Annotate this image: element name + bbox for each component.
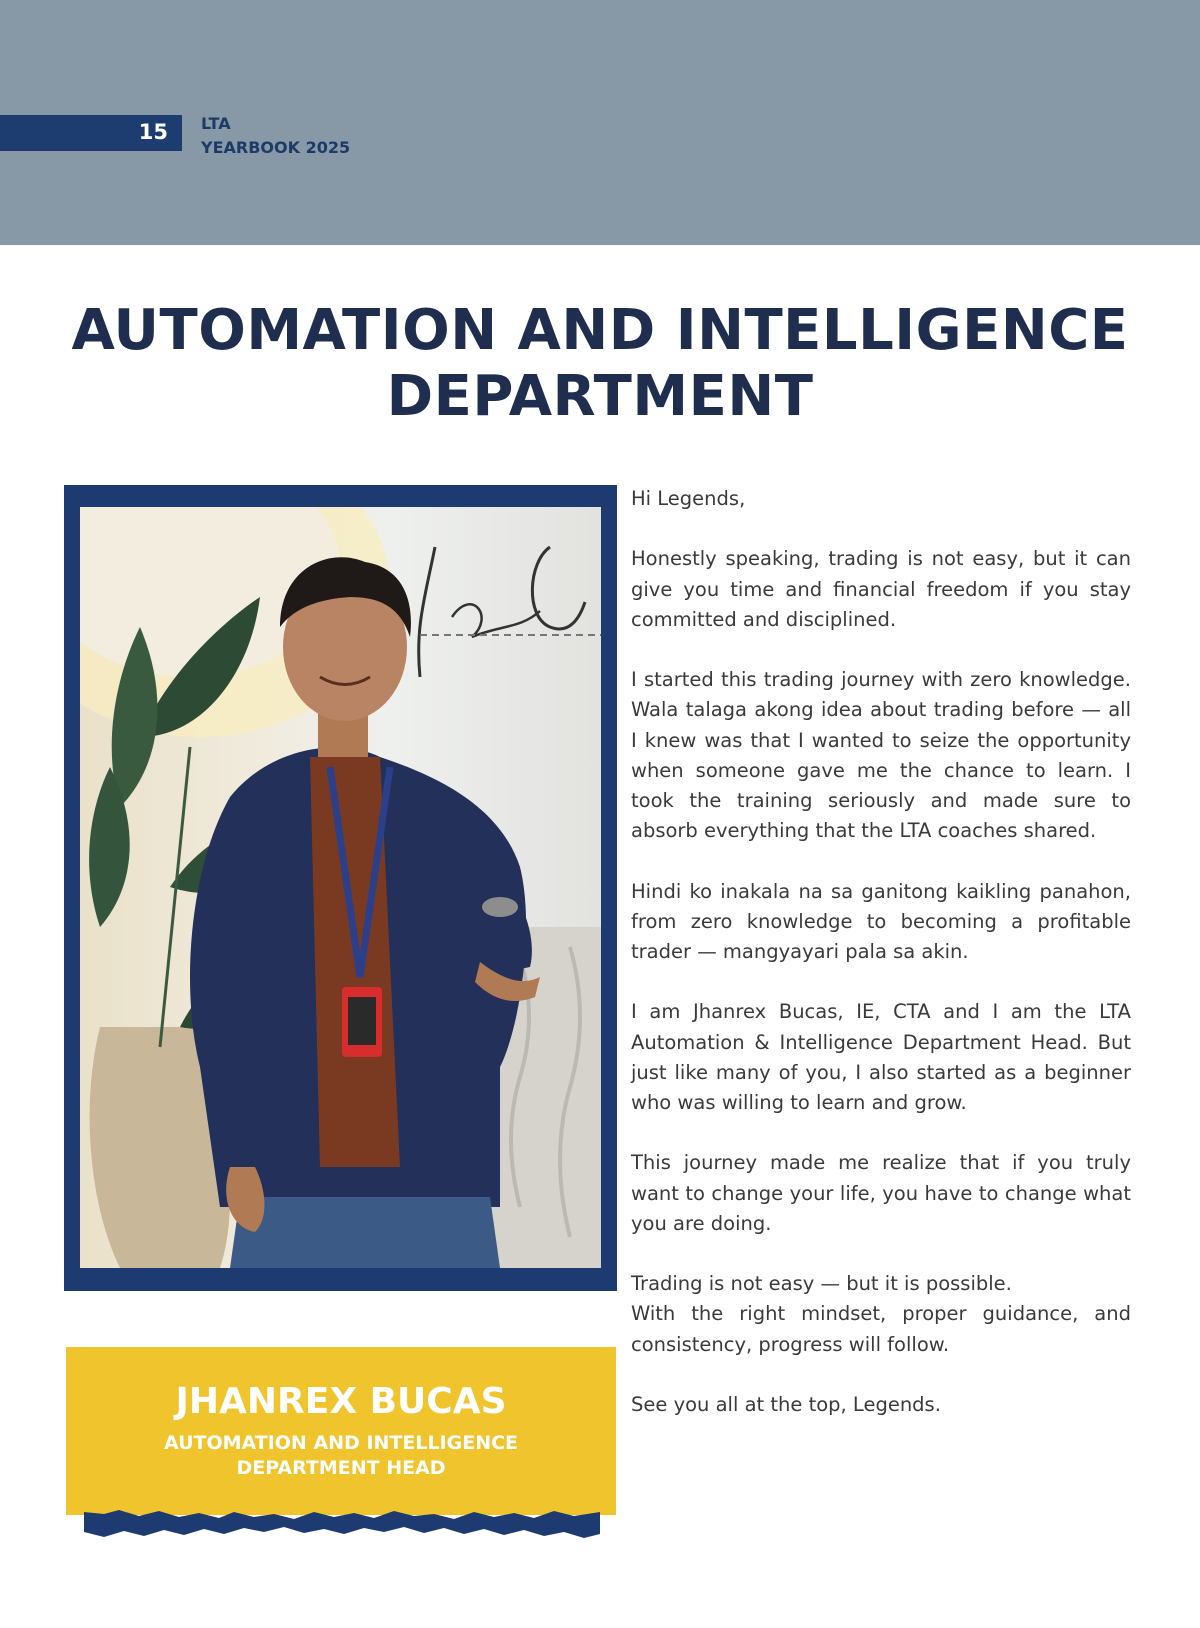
letter-paragraph-5: This journey made me realize that if you truly want to change your life, you have to change what you are doing. (631, 1151, 1131, 1235)
letter-closing: See you all at the top, Legends. (631, 1392, 941, 1416)
torn-paper-edge (84, 1508, 600, 1540)
letter-greeting: Hi Legends, (631, 487, 746, 510)
header-band (0, 0, 1200, 245)
letter-body (631, 484, 1131, 1450)
letter-paragraph-6a: Trading is not easy — but it is possible. (631, 1272, 1012, 1296)
letter-paragraph-1: Honestly speaking, trading is not easy, but it can give you time and financial freedom if you stay committed and disciplined. (631, 547, 1131, 631)
letter-paragraph-6b: With the right mindset, proper guidance, and consistency, progress will follow. (631, 1302, 1131, 1356)
profile-photo-illustration (80, 507, 601, 1268)
page-number-tab (0, 115, 182, 151)
photo-frame (64, 485, 617, 1291)
publication-title (201, 112, 350, 160)
person-role (111, 1431, 571, 1481)
letter-paragraph-3: Hindi ko inakala na sa ganitong kaikling panahon, from zero knowledge to becoming a profitable trader — mangyayari pala sa akin. (631, 879, 1131, 963)
person-role-line-1: AUTOMATION AND INTELLIGENCE (163, 1432, 519, 1454)
profile-photo (80, 507, 601, 1268)
publication-line-2: YEARBOOK 2025 (201, 138, 351, 157)
page-title-line-2: DEPARTMENT (386, 364, 814, 429)
publication-line-1: LTA (201, 114, 231, 133)
page-title-line-1: AUTOMATION AND INTELLIGENCE (71, 298, 1129, 363)
letter-paragraph-2: I started this trading journey with zero knowledge. Wala talaga akong idea about trading before — all I knew was that I wanted to seize the opportunity when someone gave me the chance to learn. I took the training seriously and made sure to absorb everything that the LTA coaches shared. (631, 668, 1131, 843)
person-name: JHANREX BUCAS (175, 1381, 507, 1422)
letter-paragraph-4: I am Jhanrex Bucas, IE, CTA and I am the LTA Automation & Intelligence Department Head. But just like many of you, I also started as a beginner who was willing to learn and grow. (631, 1000, 1131, 1114)
name-card (66, 1347, 616, 1515)
page-number: 15 (138, 120, 168, 144)
person-role-line-2: DEPARTMENT HEAD (236, 1457, 446, 1479)
page-title (0, 298, 1200, 430)
